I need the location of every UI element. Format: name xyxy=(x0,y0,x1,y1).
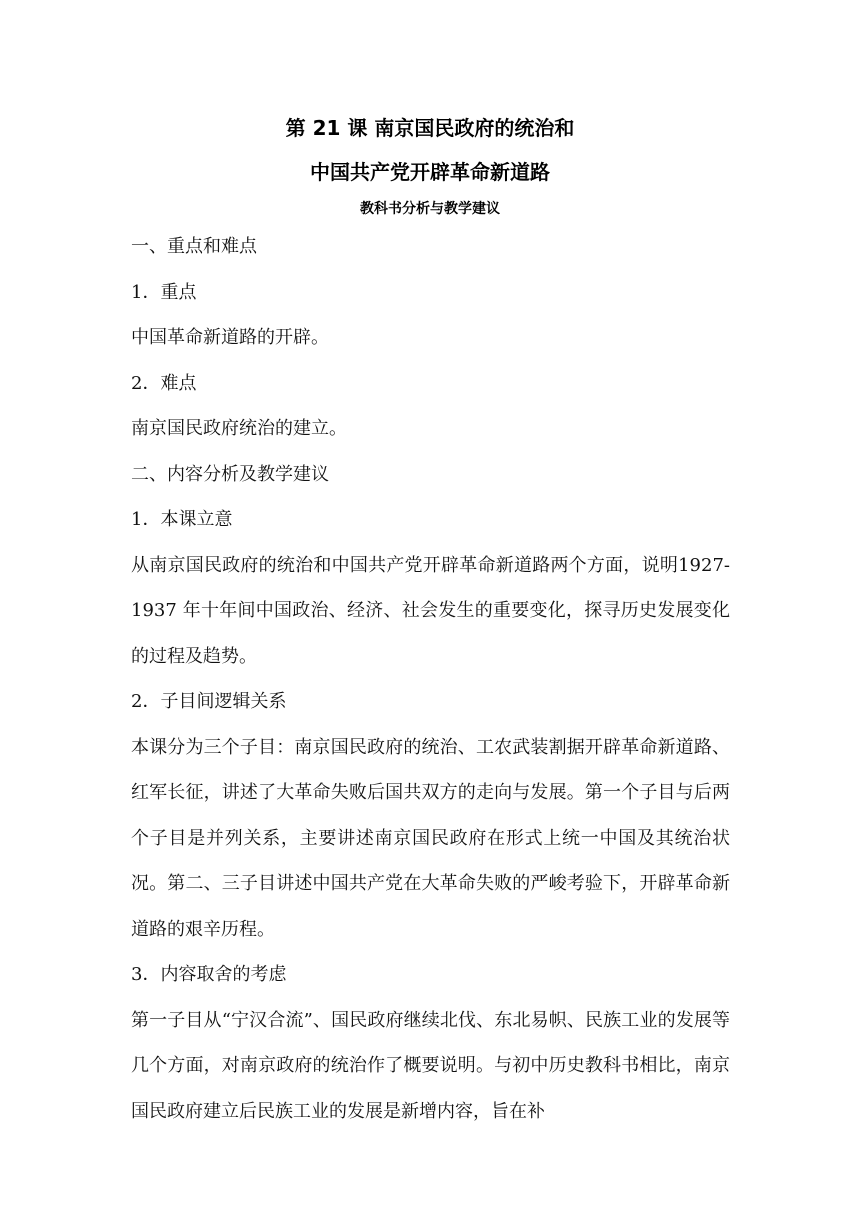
document-body xyxy=(131,224,730,1134)
lesson-title-line2: 中国共产党开辟革命新道路 xyxy=(310,160,550,184)
item-heading-content-selection: 3．内容取舍的考虑 xyxy=(131,964,287,985)
item-text-key-point: 中国革命新道路的开辟。 xyxy=(131,327,329,348)
section-heading-key-points: 一、重点和难点 xyxy=(131,236,257,257)
lesson-title-line1: 第 21 课 南京国民政府的统治和 xyxy=(285,116,575,140)
item-heading-logic: 2．子目间逻辑关系 xyxy=(131,691,287,712)
paragraph-logic: 本课分为三个子目：南京国民政府的统治、工农武装割据开辟革命新道路、红军长征，讲述了大革命失败后国共双方的走向与发展。第一个子目与后两个子目是并列关系，主要讲述南京国民政府在形式上统一中国及其统治状况。第二、三子目讲述中国共产党在大革命失败的严峻考验下，开辟革命新道路的艰辛历程。 xyxy=(131,736,730,940)
item-heading-key-point: 1．重点 xyxy=(131,281,197,303)
paragraph-content-selection: 第一子目从“宁汉合流”、国民政府继续北伐、东北易帜、民族工业的发展等几个方面，对南京政府的统治作了概要说明。与初中历史教科书相比，南京国民政府建立后民族工业的发展是新增内容，旨在补 xyxy=(131,1009,730,1122)
paragraph-lesson-purpose: 从南京国民政府的统治和中国共产党开辟革命新道路两个方面，说明1927-1937 年十年间中国政治、经济、社会发生的重要变化，探寻历史发展变化的过程及趋势。 xyxy=(131,554,730,667)
item-text-difficulty: 南京国民政府统治的建立。 xyxy=(131,418,347,439)
document-subtitle: 教科书分析与教学建议 xyxy=(360,201,500,217)
item-heading-lesson-purpose: 1．本课立意 xyxy=(131,509,233,530)
section-heading-analysis: 二、内容分析及教学建议 xyxy=(131,463,329,485)
item-heading-difficulty: 2．难点 xyxy=(131,372,197,394)
